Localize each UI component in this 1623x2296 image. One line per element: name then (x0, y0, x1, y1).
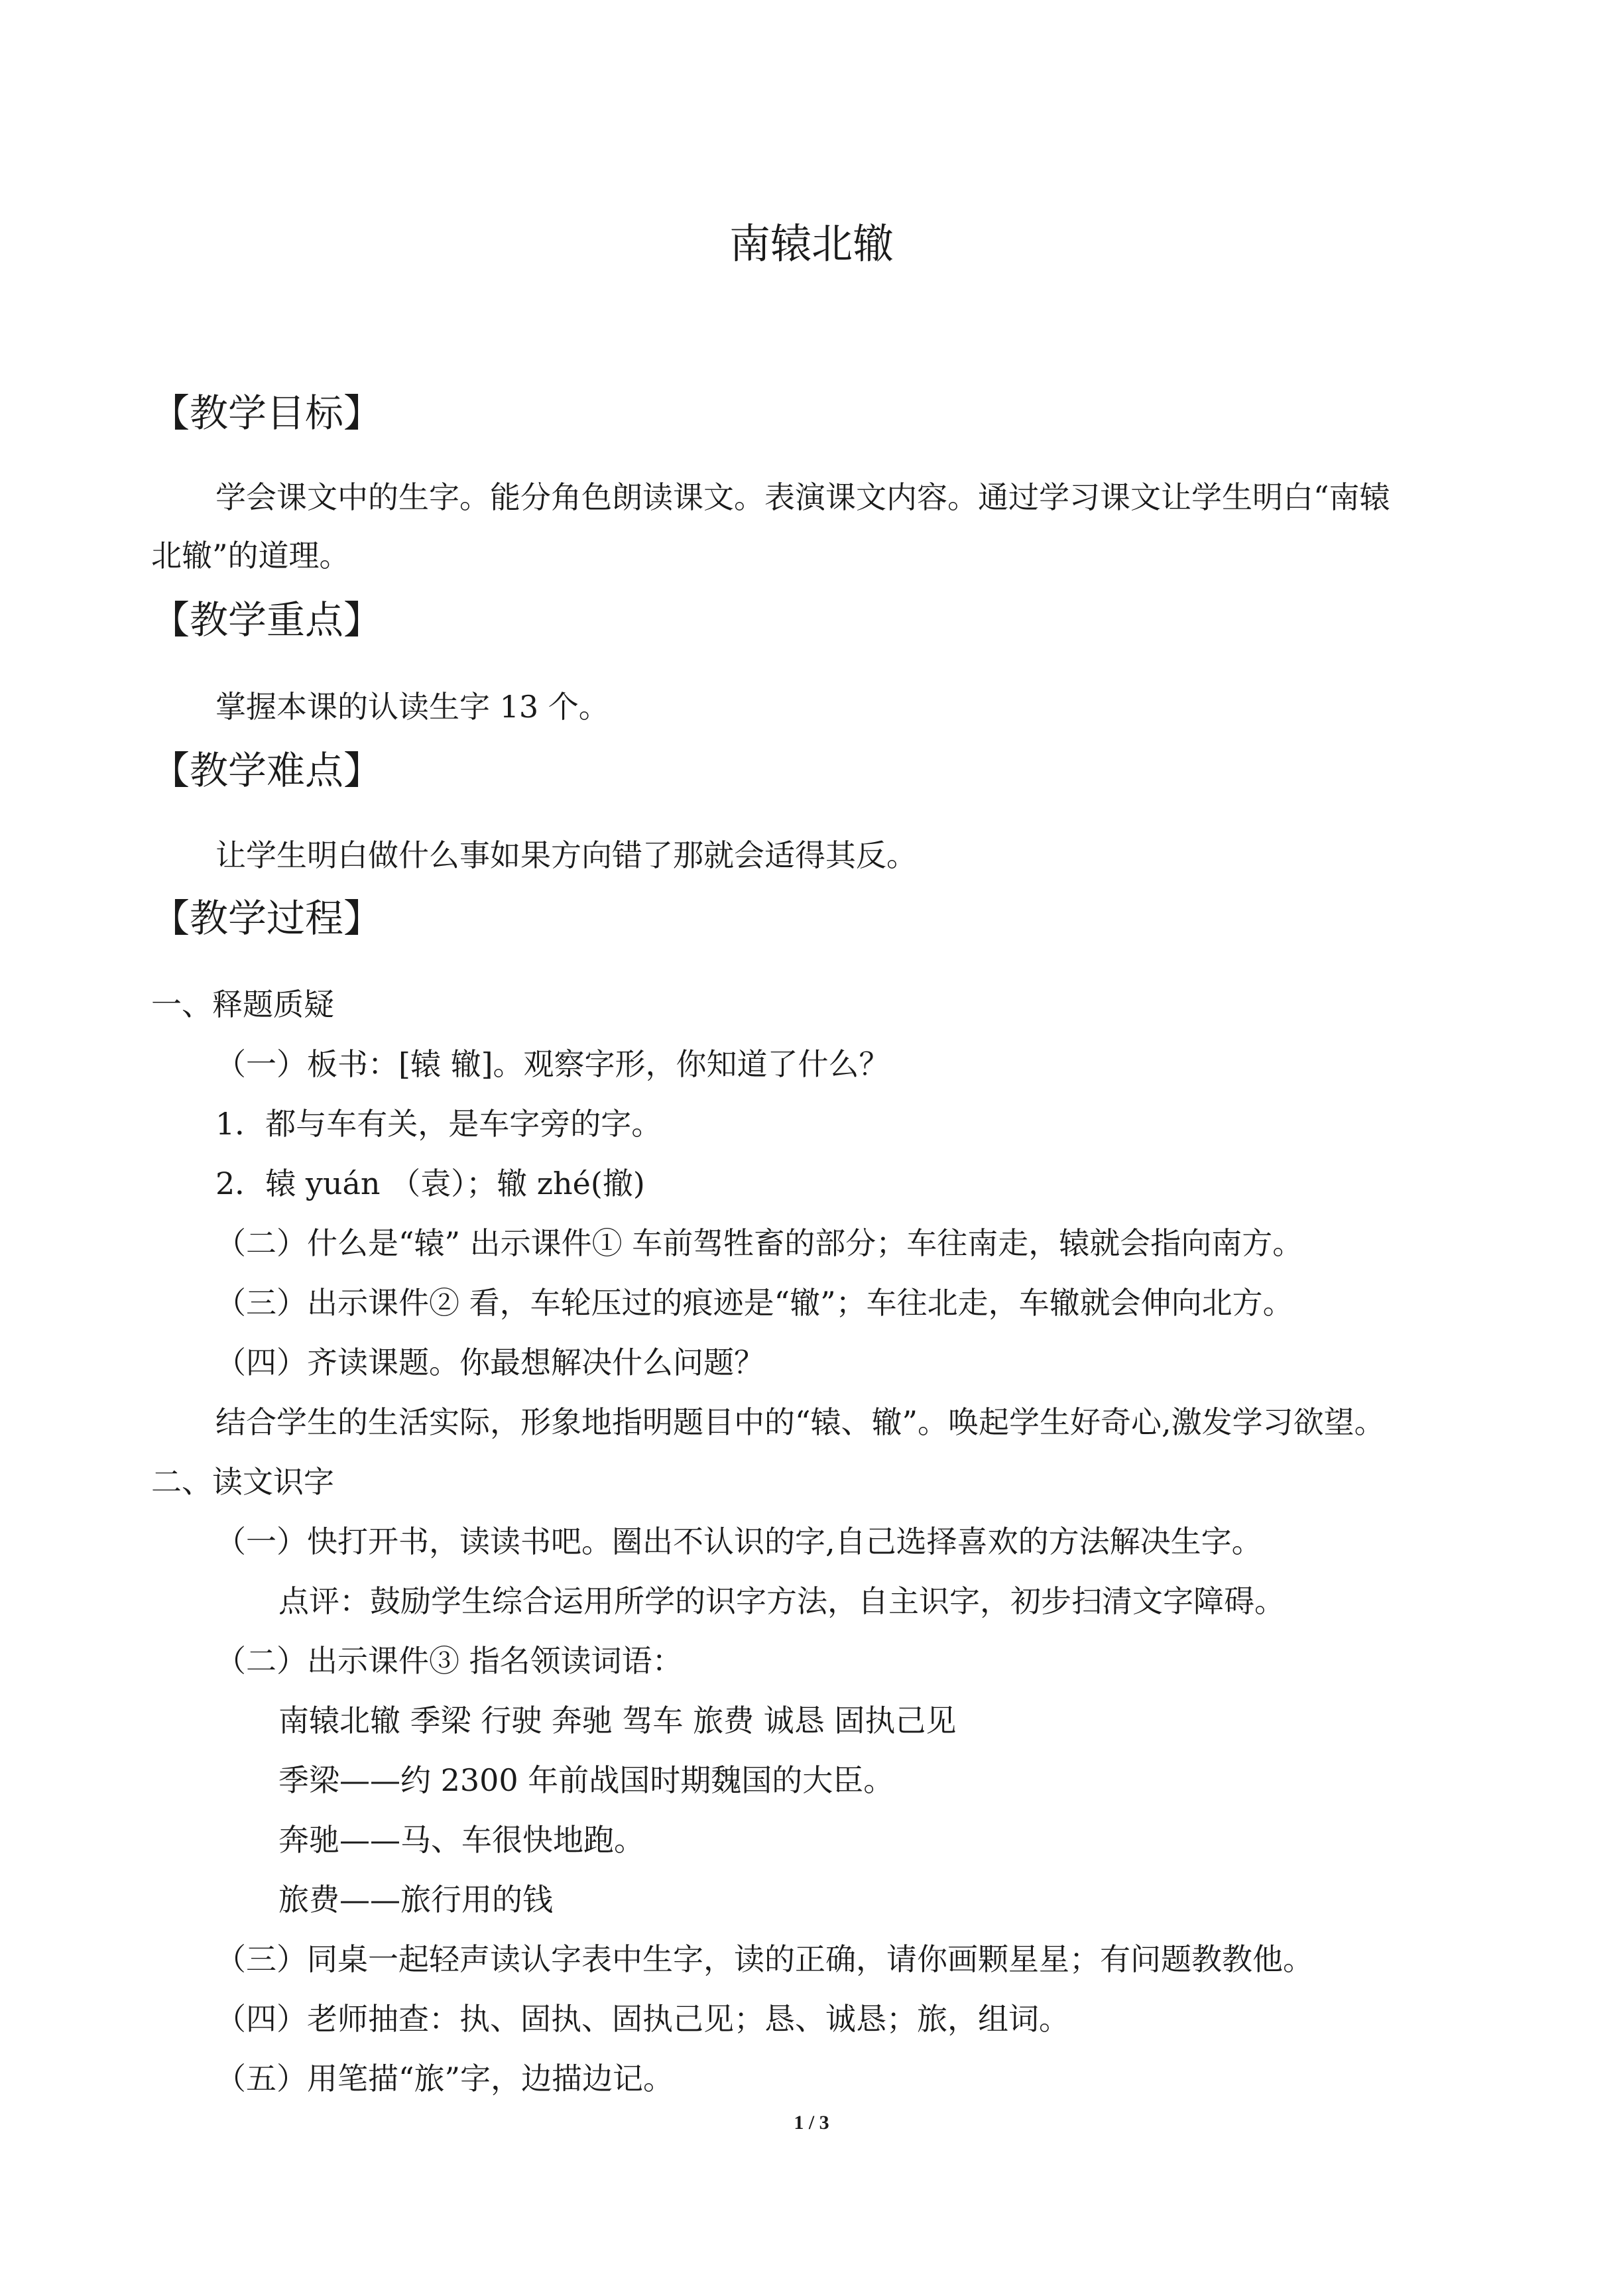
process-part2-line-10: （五）用笔描“旅”字，边描边记。 (215, 2061, 674, 2096)
process-part2-line-7: 旅费——旅行用的钱 (278, 1882, 553, 1917)
heading-teaching-focus: 【教学重点】 (151, 597, 383, 642)
process-part1-line-2: 1．都与车有关，是车字旁的字。 (215, 1106, 662, 1142)
process-part1-line-5: （三）出示课件② 看，车轮压过的痕迹是“辙”；车往北走，车辙就会伸向北方。 (215, 1285, 1293, 1321)
objectives-text-line-2: 北辙”的道理。 (151, 538, 350, 574)
process-part1-line-4: （二）什么是“辕” 出示课件① 车前驾牲畜的部分；车往南走，辕就会指向南方。 (215, 1225, 1303, 1261)
process-part2-line-4: 南辕北辙 季梁 行驶 奔驰 驾车 旅费 诚恳 固执己见 (278, 1703, 957, 1738)
process-part2-line-2: 点评：鼓励学生综合运用所学的识字方法，自主识字，初步扫清文字障碍。 (278, 1583, 1285, 1619)
difficulty-text: 让学生明白做什么事如果方向错了那就会适得其反。 (215, 837, 917, 873)
process-part2-line-8: （三）同桌一起轻声读认字表中生字，读的正确，请你画颗星星；有问题教教他。 (215, 1941, 1313, 1977)
page-number: 1 / 3 (794, 2112, 829, 2134)
document-title: 南辕北辙 (729, 219, 894, 268)
process-part2-line-1: （一）快打开书，读读书吧。圈出不认识的字,自己选择喜欢的方法解决生字。 (215, 1524, 1262, 1559)
process-part1-line-6: （四）齐读课题。你最想解决什么问题？ (215, 1345, 764, 1380)
process-part1-line-7: 结合学生的生活实际，形象地指明题目中的“辕、辙”。唤起学生好奇心,激发学习欲望。 (215, 1404, 1385, 1440)
process-part1-title: 一、释题质疑 (151, 987, 334, 1022)
process-part2-line-6: 奔驰——马、车很快地跑。 (278, 1822, 644, 1858)
process-part2-line-9: （四）老师抽查：执、固执、固执己见；恳、诚恳；旅，组词。 (215, 2001, 1069, 2037)
heading-teaching-process: 【教学过程】 (151, 896, 383, 941)
process-part1-line-1: （一）板书：[辕 辙]。观察字形，你知道了什么？ (215, 1046, 890, 1082)
objectives-text-line-1: 学会课文中的生字。能分角色朗读课文。表演课文内容。通过学习课文让学生明白“南辕 (215, 479, 1390, 515)
focus-text: 掌握本课的认读生字 13 个。 (215, 689, 609, 725)
process-part2-line-3: （二）出示课件③ 指名领读词语： (215, 1643, 683, 1679)
process-part2-line-5: 季梁——约 2300 年前战国时期魏国的大臣。 (278, 1762, 894, 1798)
process-part1-line-3: 2．辕 yuán （袁）；辙 zhé(撤) (215, 1166, 645, 1201)
heading-teaching-difficulty: 【教学难点】 (151, 748, 383, 793)
process-part2-title: 二、读文识字 (151, 1464, 334, 1500)
heading-teaching-objectives: 【教学目标】 (151, 391, 383, 436)
